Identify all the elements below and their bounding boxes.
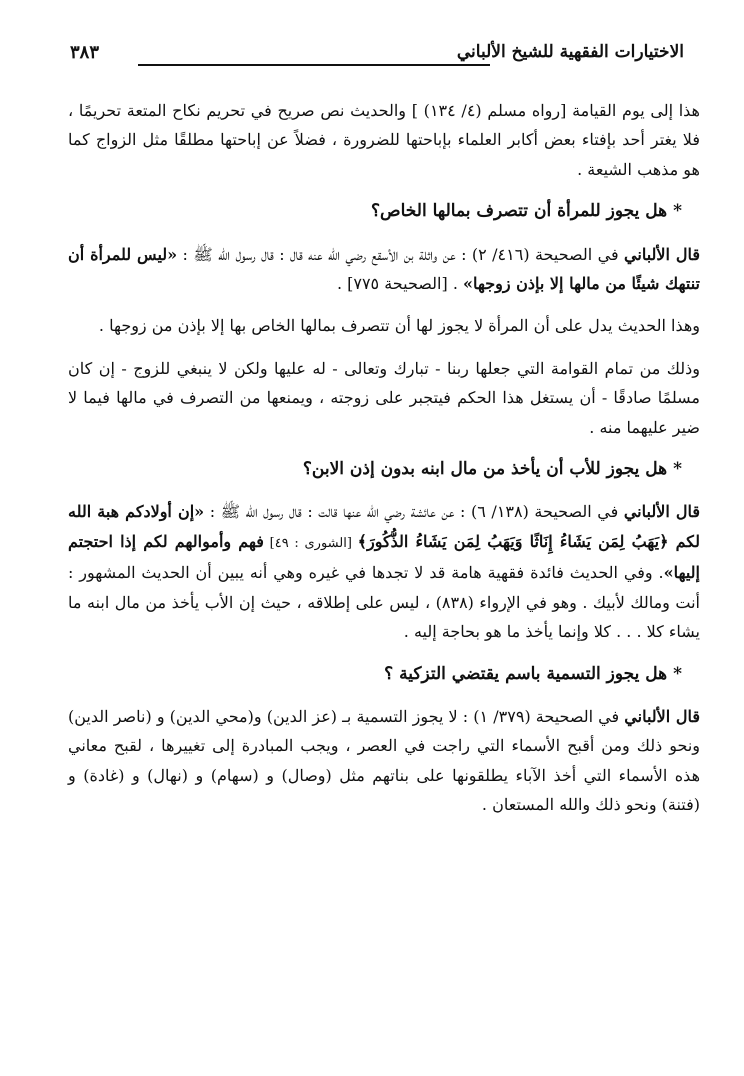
paragraph-aisha-hadith [68,497,700,646]
running-title: الاختيارات الفقهية للشيخ الألباني [456,42,684,62]
author-lead: قال الألباني [624,706,700,726]
asterisk-marker: * [673,663,682,684]
hadith-text: «إن أولادكم هبة الله لكم ﴿يَهَبُ لِمَن يَشَاءُ إِنَاثًا وَيَهَبُ لِمَن يَشَاءُ الذُّكُورَ﴾ [68,502,700,551]
asterisk-marker: * [673,201,682,222]
paragraph-wathila-hadith [68,240,700,299]
asterisk-marker: * [673,459,682,480]
question-text: هل يجوز للمرأة أن تتصرف بمالها الخاص؟ [371,201,668,222]
hadith-text-continued: فهم وأموالهم لكم إذا احتجتم إليها» [68,531,700,583]
paragraph-text: في الصحيحة (٣٧٩/ ١) : لا يجوز التسمية بـ (عز الدين) و(محي الدين) و (ناصر الدين) ونحو ذلك ومن أقبح الأسماء التي راجت في العصر ، ويجب المبادرة إلى تغييرها ، لقبح معاني هذه الأسماء التي أخذ الآباء يطلقونها على بناتهم مثل (وصال) و (سهام) و (نهال) و (غادة) و (فتنة) ونحو ذلك والله المستعان . [68,706,700,815]
author-lead: قال الألباني [624,244,701,264]
paragraph-commentary: وهذا الحديث يدل على أن المرأة لا يجوز لها أن تتصرف بمالها الخاص بها إلا بإذن من زوجها . [98,316,700,336]
hadith-text: «ليس للمرأة أن تنتهك شيئًا من مالها إلا بإذن زوجها» [68,244,700,294]
paragraph-text: في الصحيحة (٤١٦/ ٢) : عن واثلة بن الأسقع رضي الله عنه قال : قال رسول الله ﷺ : [177,244,625,264]
paragraph-naming [68,702,700,820]
question-heading-father-wealth [68,455,700,484]
author-lead: قال الألباني [623,502,700,522]
page-header [70,42,684,74]
page-body [68,96,700,833]
quran-reference: [الشورى : ٤٩] [263,535,358,551]
question-text: هل يجوز للأب أن يأخذ من مال ابنه بدون إذن الابن؟ [302,459,668,480]
paragraph-text: . [الصحيحة ٧٧٥] . [336,274,463,294]
paragraph-qiwama: وذلك من تمام القوامة التي جعلها ربنا - تبارك وتعالى - له عليها ولكن لا ينبغي للزوج - إن كان مسلمًا صادقًا - أن يستغل هذا الحكم فيتجبر على زوجته ، ويمنعها من التصرف في مالها فيما لا ضير عليهما منه . [68,358,701,437]
question-text: هل يجوز التسمية باسم يقتضي التزكية ؟ [384,663,668,684]
question-heading-woman-wealth [68,197,700,226]
question-heading-naming [68,660,700,689]
paragraph-text: في الصحيحة (١٣٨/ ٦) : عن عائشة رضي الله عنها قالت : قال رسول الله ﷺ : [204,502,624,522]
page-number: ٣٨٣ [70,42,100,63]
paragraph-text: . وفي الحديث فائدة فقهية هامة قد لا تجدها في غيره وهي أنه يبين أن الحديث المشهور : أنت ومالك لأبيك . وهو في الإرواء (٨٣٨) ، ليس على إطلاقه ، حيث إن الأب يأخذ من مال ابنه ما يشاء كلا . . . كلا وإنما يأخذ ما هو بحاجة إليه . [68,563,700,642]
paragraph-mutah: هذا إلى يوم القيامة [رواه مسلم (٤/ ١٣٤) ] والحديث نص صريح في تحريم نكاح المتعة تحريمًا ، فلا يغتر أحد بإفتاء بعض أكابر العلماء بإباحتها للضرورة ، فضلاً عن إباحتها مطلقًا مثل الزواج كما هو مذهب الشيعة . [68,101,700,179]
header-rule [138,64,490,66]
